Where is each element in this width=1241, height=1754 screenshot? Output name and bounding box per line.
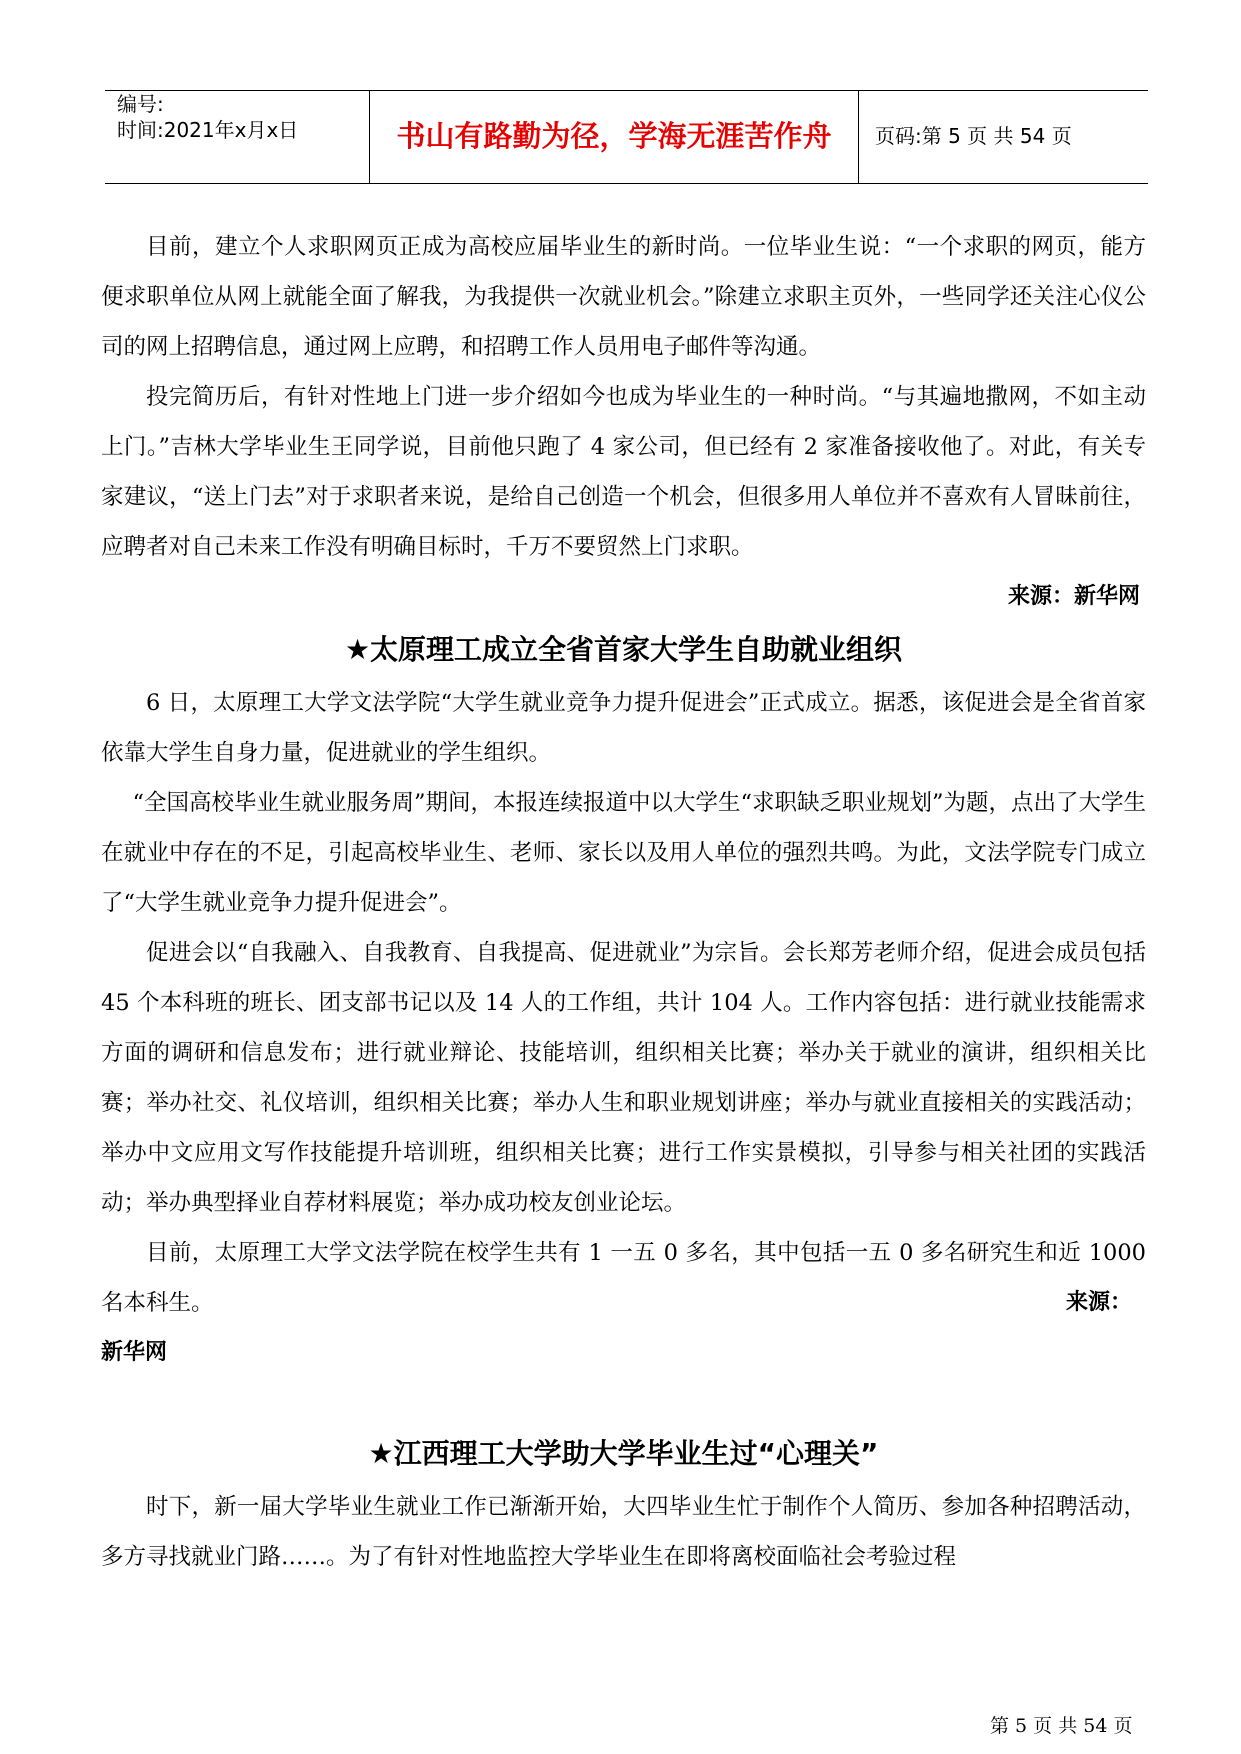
document-time-label: 时间:2021年x月x日 [117, 118, 299, 142]
header-page-info: 页码:第 5 页 共 54 页 [875, 124, 1072, 148]
paragraph: 6 日，太原理工大学文法学院“大学生就业竞争力提升促进会”正式成立。据悉，该促进会是全省首家依靠大学生自身力量，促进就业的学生组织。 [101, 690, 1146, 766]
section-spacer [101, 1378, 1146, 1426]
header-motto-cell [369, 91, 859, 183]
paragraph-text: 目前，太原理工大学文法学院在校学生共有 1 一五 0 多名，其中包括一五 0 多名研究生和近 1000 名本科生。 [101, 1240, 1146, 1316]
paragraph: “全国高校毕业生就业服务周”期间，本报连续报道中以大学生“求职缺乏职业规划”为题，点出了大学生在就业中存在的不足，引起高校毕业生、老师、家长以及用人单位的强烈共鸣。为此，文法学院专门成立了“大学生就业竞争力提升促进会”。 [101, 790, 1147, 916]
article-source-label: 来源： [1065, 1290, 1132, 1315]
paragraph: 投完简历后，有针对性地上门进一步介绍如今也成为毕业生的一种时尚。“与其遍地撒网，不如主动上门。”吉林大学毕业生王同学说，目前他只跑了 4 家公司，但已经有 2 家准备接收他了。对此，有关专家建议，“送上门去”对于求职者来说，是给自己创造一个机会，但很多用人单位并不喜欢有人冒昧前往，应聘者对自己未来工作没有明确目标时，千万不要贸然上门求职。 [101, 384, 1146, 560]
article-title: ★太原理工成立全省首家大学生自助就业组织 [344, 633, 903, 666]
paragraph [101, 1228, 1146, 1328]
header-page-cell [859, 91, 1148, 183]
page-header [105, 90, 1148, 184]
document-number-label: 编号: [117, 92, 164, 116]
page-footer: 第 5 页 共 54 页 [990, 1715, 1133, 1737]
paragraph: 时下，新一届大学毕业生就业工作已渐渐开始，大四毕业生忙于制作个人简历、参加各种招聘活动，多方寻找就业门路……。为了有针对性地监控大学毕业生在即将离校面临社会考验过程 [101, 1494, 1146, 1570]
paragraph: 目前，建立个人求职网页正成为高校应届毕业生的新时尚。一位毕业生说：“一个求职的网页，能方便求职单位从网上就能全面了解我，为我提供一次就业机会。”除建立求职主页外，一些同学还关注心仪公司的网上招聘信息，通过网上应聘，和招聘工作人员用电子邮件等沟通。 [101, 234, 1146, 360]
document-body [101, 222, 1146, 1582]
article-title: ★江西理工大学助大学毕业生过“心理关” [368, 1437, 879, 1470]
header-motto: 书山有路勤为径，学海无涯苦作舟 [396, 119, 832, 153]
paragraph: 促进会以“自我融入、自我教育、自我提高、促进就业”为宗旨。会长郑芳老师介绍，促进会成员包括 45 个本科班的班长、团支部书记以及 14 人的工作组，共计 104 人。工作内容包括：进行就业技能需求方面的调研和信息发布；进行就业辩论、技能培训，组织相关比赛；举办关于就业的演讲，组织相关比赛；举办社交、礼仪培训，组织相关比赛；举办人生和职业规划讲座；举办与就业直接相关的实践活动；举办中文应用文写作技能提升培训班，组织相关比赛；进行工作实景模拟，引导参与相关社团的实践活动；举办典型择业自荐材料展览；举办成功校友创业论坛。 [101, 940, 1146, 1216]
article-source: 来源：新华网 [1007, 584, 1140, 609]
article-source-name: 新华网 [101, 1340, 168, 1365]
header-meta-cell [105, 91, 369, 183]
